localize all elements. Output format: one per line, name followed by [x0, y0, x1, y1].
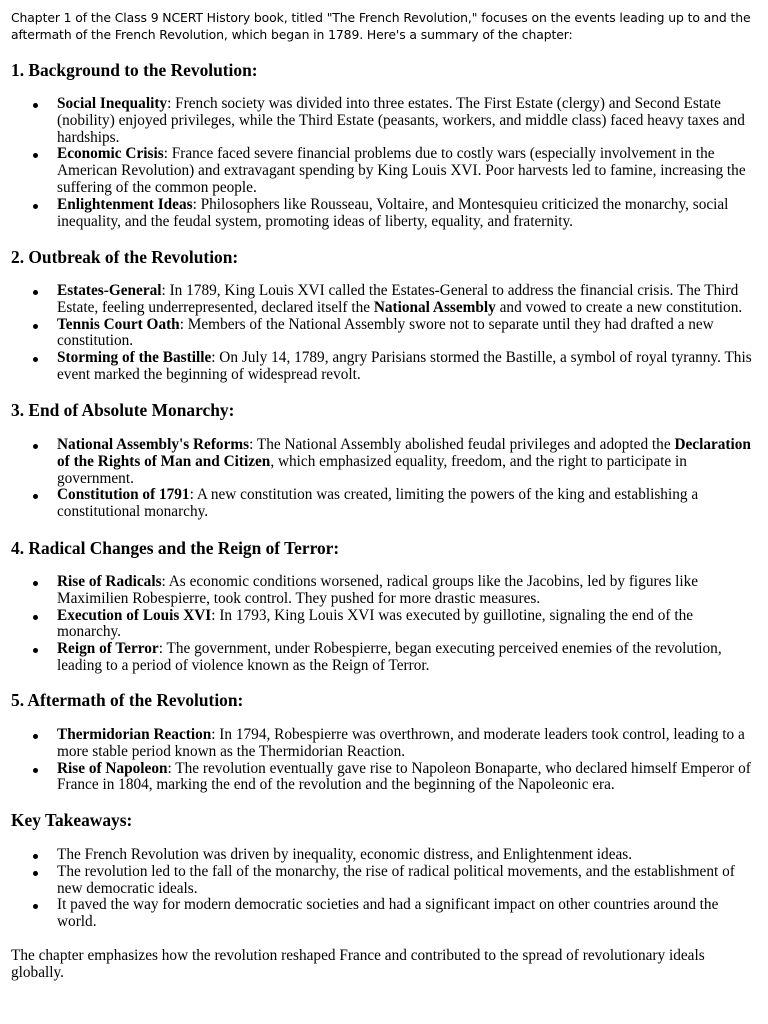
- item-term-inline: Declaration of the Rights of Man and Citizen: [57, 436, 751, 470]
- list-item: [57, 487, 757, 521]
- section-list-outbreak: [11, 283, 757, 384]
- item-term: Execution of Louis XVI: [57, 606, 212, 624]
- item-term: Constitution of 1791: [57, 486, 190, 504]
- item-term: Rise of Radicals: [57, 573, 162, 590]
- item-term: Economic Crisis: [57, 145, 164, 163]
- list-item: [57, 761, 757, 795]
- document-body: [11, 9, 757, 981]
- section-heading-monarchy: 3. End of Absolute Monarchy:: [11, 400, 235, 420]
- item-text: : The National Assembly abolished feudal privileges and adopted the: [249, 436, 675, 453]
- item-text: : On July 14, 1789, angry Parisians stormed the Bastille, a symbol of royal tyranny. This event marked the beginning of widespread revolt.: [57, 349, 752, 383]
- list-item: [57, 283, 757, 317]
- item-text: : In 1794, Robespierre was overthrown, and moderate leaders took control, leading to a more stable period known as the Thermidorian Reaction.: [57, 726, 745, 760]
- list-item: [57, 864, 757, 898]
- item-text: The French Revolution was driven by inequality, economic distress, and Enlightenment ideas.: [57, 846, 633, 863]
- list-item: [57, 727, 757, 761]
- section-list-terror: [11, 574, 757, 675]
- item-text: : France faced severe financial problems due to costly wars (especially involvement in the American Revolution) and extravagant spending by King Louis XVI. Poor harvests led to famine, increasing the suffering of the common people.: [57, 145, 746, 196]
- list-item: [57, 350, 757, 384]
- item-text: : The government, under Robespierre, began executing perceived enemies of the revolution, leading to a period of violence known as the Reign of Terror.: [57, 640, 722, 674]
- list-item: [57, 847, 757, 864]
- item-term: Social Inequality: [57, 95, 168, 112]
- section-list-background: [11, 96, 757, 230]
- section-list-monarchy: [11, 437, 757, 521]
- section-heading-terror: 4. Radical Changes and the Reign of Terror:: [11, 538, 340, 558]
- list-item: [57, 96, 757, 146]
- item-text: : A new constitution was created, limiting the powers of the king and establishing a constitutional monarchy.: [57, 486, 699, 521]
- list-item: [57, 574, 757, 608]
- list-item: [57, 146, 757, 196]
- item-text: : The revolution eventually gave rise to Napoleon Bonaparte, who declared himself Emperor of France in 1804, marking the end of the revolution and the beginning of the Napoleonic era.: [57, 759, 751, 794]
- item-text: : Members of the National Assembly swore not to separate until they had drafted a new constitution.: [57, 315, 714, 350]
- item-text-continued: and vowed to create a new constitution.: [495, 298, 743, 316]
- item-text: : In 1793, King Louis XVI was executed by guillotine, signaling the end of the monarchy.: [57, 606, 694, 641]
- section-heading-aftermath: 5. Aftermath of the Revolution:: [11, 690, 244, 710]
- item-text: : In 1789, King Louis XVI called the Estates-General to address the financial crisis. The Third Estate, feeling underrepresented, declared itself the: [57, 282, 739, 316]
- item-text: It paved the way for modern democratic societies and had a significant impact on other countries around the world.: [57, 896, 719, 931]
- section-heading-background: 1. Background to the Revolution:: [11, 60, 258, 80]
- item-term: Thermidorian Reaction: [57, 726, 212, 743]
- list-item: [57, 437, 757, 487]
- intro-paragraph: Chapter 1 of the Class 9 NCERT History book, titled "The French Revolution," focuses on the events leading up to and the aftermath of the French Revolution, which began in 1789. Here's a summary of the chapter:: [11, 10, 751, 42]
- section-list-aftermath: [11, 727, 757, 794]
- list-item: [57, 608, 757, 642]
- section-list-takeaways: [11, 847, 757, 931]
- item-term: Storming of the Bastille: [57, 349, 212, 367]
- item-term: Estates-General: [57, 282, 162, 299]
- item-text: : As economic conditions worsened, radical groups like the Jacobins, led by figures like Maximilien Robespierre, took control. They pushed for more drastic measures.: [57, 573, 699, 607]
- closing-paragraph: The chapter emphasizes how the revolution reshaped France and contributed to the spread of revolutionary ideals globally.: [11, 947, 705, 981]
- item-term-inline: National Assembly: [373, 298, 496, 316]
- list-item: [57, 197, 757, 231]
- item-text: : French society was divided into three estates. The First Estate (clergy) and Second Estate (nobility) enjoyed privileges, while the Third Estate (peasants, workers, and middle class) faced heavy taxes and hardships.: [57, 95, 745, 146]
- item-term: Enlightenment Ideas: [57, 195, 193, 213]
- list-item: [57, 897, 757, 931]
- item-term: National Assembly's Reforms: [57, 436, 250, 453]
- item-text: The revolution led to the fall of the monarchy, the rise of radical political movements, and the establishment of new democratic ideals.: [57, 862, 735, 897]
- list-item: [57, 641, 757, 675]
- item-text-continued: , which emphasized equality, freedom, and the right to participate in government.: [57, 452, 687, 487]
- section-heading-takeaways: Key Takeaways:: [11, 810, 133, 830]
- section-heading-outbreak: 2. Outbreak of the Revolution:: [11, 247, 239, 267]
- item-term: Tennis Court Oath: [57, 315, 180, 333]
- item-term: Rise of Napoleon: [57, 759, 168, 777]
- item-text: : Philosophers like Rousseau, Voltaire, and Montesquieu criticized the monarchy, social inequality, and the feudal system, promoting ideas of liberty, equality, and fraternity.: [57, 195, 729, 230]
- item-term: Reign of Terror: [57, 640, 159, 658]
- list-item: [57, 317, 757, 351]
